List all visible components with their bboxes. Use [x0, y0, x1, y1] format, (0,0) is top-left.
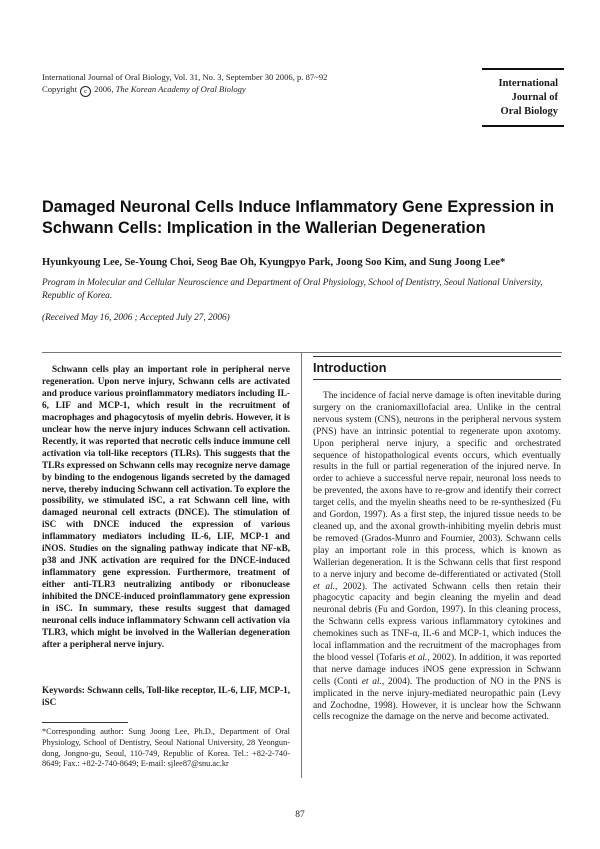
- introduction-body: [313, 391, 561, 724]
- journal-name-line2: Journal of: [511, 92, 558, 103]
- copyright-holder: The Korean Academy of Oral Biology: [115, 83, 246, 94]
- intro-bottom-rule: [313, 379, 561, 380]
- copyright-prefix: Copyright: [42, 83, 77, 94]
- header-divider: [42, 352, 562, 353]
- intro-text-3: , IL-6 and MCP-1, which induces the local inflammation and the recruitment of the macrophages from the blood vessel (Tofaris: [313, 629, 561, 663]
- copyright-year: 2006,: [92, 83, 116, 94]
- intro-text-4: , 2002). In addition, it was reported that nerve damage induces iNOS gene expression in Schwann cells (Conti: [313, 652, 561, 687]
- journal-logo: [482, 68, 564, 127]
- intro-alpha: α: [412, 629, 418, 640]
- affiliation: Program in Molecular and Cellular Neuroscience and Department of Oral Physiology, School of Dentistry, Seoul National University, Republic of Korea.: [42, 278, 543, 301]
- intro-text-1: The incidence of facial nerve damage is often inevitable during surgery on the craniomaxillofacial area. Unlike in the central nervous system (CNS), neurons in the peripheral nervous system (PNS) have an intrinsic potential to regenerate upon axotomy. Upon peripheral nerve injury, a specific and orchestrated sequence of histopathological events occurs, which eventually results in the full or partial regeneration of the injured nerve. In order to achieve a successful nerve repair, neuronal loss needs to be prevented, the axons have to re-grow and identify their correct target cells, and the myelin sheaths need to be re-synthesized (Fu and Gordon, 1997). As a first step, the injured tissue needs to be cleaned up, and the axonal growth-inhibiting myelin debris must be removed (Grados-Munro and Fournier, 2003). Schwann cells play an important role in this process, which is known as Wallerian degeneration. It is the Schwann cells that first respond to a nerve injury and become de-differentiated or activated (Stoll: [313, 391, 561, 580]
- abstract-part1: Schwann cells play an important role in peripheral nerve regeneration. Upon nerve injury, Schwann cells are activated and produce various proinflammatory mediators including IL-6, LIF and MCP-1, which result in the recruitment of macrophages and phagocytosis of myelin debris. However, it is unclear how the nerve injury induces Schwann cell activation. Recently, it was reported that necrotic cells induce immune cell activation via toll-like receptors (TLRs). This suggests that the TLRs expressed on Schwann cells may recognize nerve damage by binding to the endogenous ligands secreted by the damaged nerve, thereby inducing Schwann cell activation. To explore the possibility, we stimulated iSC, a rat Schwann cell line, with damaged neuronal cell extracts (DNCE). The stimulation of iSC with DNCE induced the expression of various inflammatory mediators including IL-6, LIF, MCP-1 and iNOS. Studies on the signaling pathway indicate that NF-: [42, 364, 290, 554]
- copyright-line: [42, 84, 327, 97]
- running-header: [42, 72, 327, 97]
- column-divider: [301, 352, 302, 778]
- intro-text-2: , 2002). The activated Schwann cells then retain their phagocytic capacity and begin cleaning the myelin and dead neuronal debris (Fu and Gordon, 1997). In this cleaning process, the Schwann cells express various inflammatory cytokines and chemokines such as TNF-: [313, 581, 561, 640]
- intro-etal-1: et al.: [313, 581, 336, 592]
- intro-etal-2: et al.: [408, 652, 428, 663]
- footnote-divider: [42, 722, 128, 723]
- intro-etal-3: et al.: [361, 676, 382, 687]
- abstract-kappa: κ: [276, 543, 282, 554]
- journal-name-line1: International: [498, 78, 558, 89]
- article-title: Damaged Neuronal Cells Induce Inflammatory Gene Expression in Schwann Cells: Implication in the Wallerian Degeneration: [42, 198, 555, 237]
- abstract-part2: B, p38 and JNK activation are required for the DNCE-induced inflammatory gene expression. Furthermore, treatment of either anti-TLR3 neutralizing antibody or ribonuclease inhibited the DNCE-induced proinflammatory gene expression in iSC. In summary, these results suggest that damaged neuronal cells induce inflammatory Schwann cell activation via TLR3, which might be involved in the Wallerian degeneration after a peripheral nerve injury.: [42, 543, 290, 649]
- page-number: 87: [295, 810, 305, 820]
- copyright-icon: c: [80, 86, 91, 97]
- abstract-text: [42, 364, 290, 651]
- journal-name-line3: Oral Biology: [500, 106, 558, 117]
- keywords: Keywords: Schwann cells, Toll-like receptor, IL-6, LIF, MCP-1, iSC: [42, 685, 290, 707]
- intro-top-rule: [313, 356, 561, 357]
- author-list: Hyunkyoung Lee, Se-Young Choi, Seog Bae Oh, Kyungpyo Park, Joong Soo Kim, and Sung Joong Lee*: [42, 257, 506, 268]
- corresponding-author-footnote: *Corresponding author: Sung Joong Lee, Ph.D., Department of Oral Physiology, School of Dentistry, Seoul National University, 28 Yeongun-dong, Jongno-gu, Seoul, 110-749, Republic of Korea. Tel.: +82-2-740-8649; Fax.: +82-2-740-8649; E-mail: sjlee87@snu.ac.kr: [42, 727, 290, 769]
- received-dates: (Received May 16, 2006 ; Accepted July 27, 2006): [42, 313, 230, 323]
- intro-text-5: , 2004). The production of NO in the PNS is implicated in the nerve injury-mediated neuropathic pain (Levy and Zochodne, 1998). However, it is unclear how the Schwann cells recognize the damage on the nerve and become activated.: [313, 676, 562, 723]
- introduction-heading: Introduction: [313, 361, 387, 375]
- citation-line: International Journal of Oral Biology, Vol. 31, No. 3, September 30 2006, p. 87~92: [42, 72, 328, 82]
